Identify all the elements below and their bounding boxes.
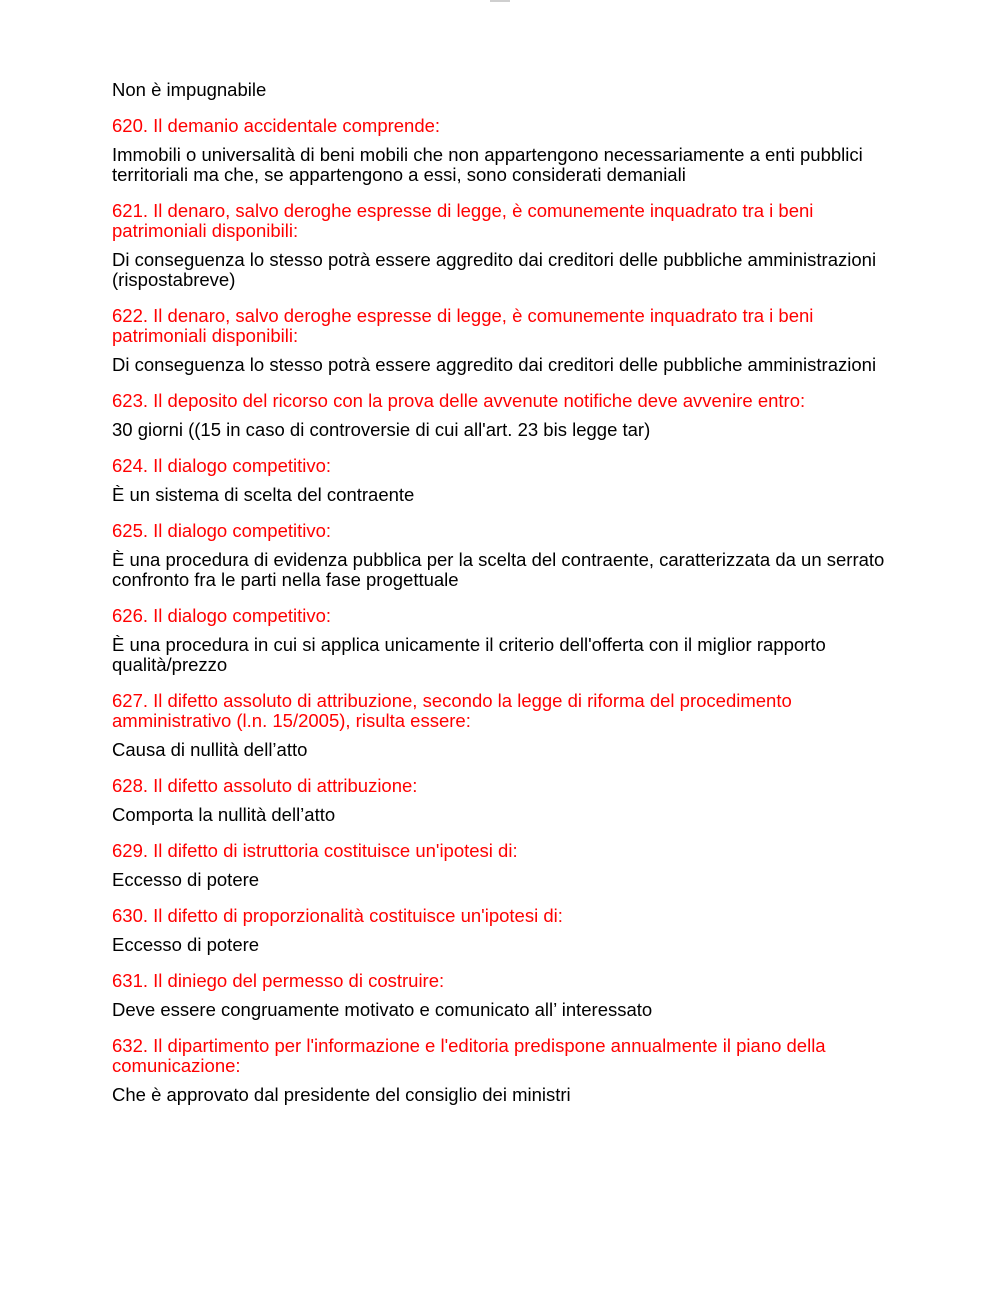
- qa-item-626: [112, 606, 887, 675]
- question-text: 628. Il difetto assoluto di attribuzione:: [112, 775, 418, 796]
- qa-item-624: [112, 456, 887, 505]
- qa-item-629: [112, 841, 887, 890]
- question-text: 630. Il difetto di proporzionalità costituisce un'ipotesi di:: [112, 905, 563, 926]
- answer-text: Eccesso di potere: [112, 934, 260, 955]
- answer-text: 30 giorni ((15 in caso di controversie di cui all'art. 23 bis legge tar): [112, 419, 651, 440]
- question-text: 629. Il difetto di istruttoria costituisce un'ipotesi di:: [112, 840, 518, 861]
- answer-text: Che è approvato dal presidente del consiglio dei ministri: [112, 1084, 571, 1105]
- qa-item-627: [112, 691, 887, 760]
- question-text: 620. Il demanio accidentale comprende:: [112, 115, 441, 136]
- answer-text: Eccesso di potere: [112, 869, 260, 890]
- lead-answer: Non è impugnabile: [112, 79, 267, 100]
- answer-text: Di conseguenza lo stesso potrà essere aggredito dai creditori delle pubbliche amministrazioni (rispostabreve): [112, 249, 877, 290]
- qa-item-623: [112, 391, 887, 440]
- answer-text: Di conseguenza lo stesso potrà essere aggredito dai creditori delle pubbliche amministrazioni: [112, 354, 877, 375]
- answer-text: Immobili o universalità di beni mobili che non appartengono necessariamente a enti pubblici territoriali ma che, se appartengono a essi, sono considerati demaniali: [112, 144, 863, 185]
- qa-item-622: [112, 306, 887, 375]
- qa-item-625: [112, 521, 887, 590]
- qa-item-632: [112, 1036, 887, 1105]
- answer-text: È un sistema di scelta del contraente: [112, 484, 415, 505]
- question-text: 622. Il denaro, salvo deroghe espresse di legge, è comunemente inquadrato tra i beni patrimoniali disponibili:: [112, 305, 814, 346]
- qa-item-631: [112, 971, 887, 1020]
- question-text: 631. Il diniego del permesso di costruire:: [112, 970, 445, 991]
- document-content: [112, 80, 887, 1121]
- header-mark: [490, 0, 510, 2]
- answer-text: Comporta la nullità dell’atto: [112, 804, 336, 825]
- question-text: 624. Il dialogo competitivo:: [112, 455, 332, 476]
- qa-item-628: [112, 776, 887, 825]
- question-text: 625. Il dialogo competitivo:: [112, 520, 332, 541]
- answer-text: Deve essere congruamente motivato e comunicato all’ interessato: [112, 999, 653, 1020]
- question-text: 621. Il denaro, salvo deroghe espresse di legge, è comunemente inquadrato tra i beni patrimoniali disponibili:: [112, 200, 814, 241]
- question-text: 632. Il dipartimento per l'informazione e l'editoria predispone annualmente il piano della comunicazione:: [112, 1035, 826, 1076]
- question-text: 627. Il difetto assoluto di attribuzione, secondo la legge di riforma del procedimento amministrativo (l.n. 15/2005), risulta essere:: [112, 690, 792, 731]
- question-text: 623. Il deposito del ricorso con la prova delle avvenute notifiche deve avvenire entro:: [112, 390, 806, 411]
- question-text: 626. Il dialogo competitivo:: [112, 605, 332, 626]
- qa-item-620: [112, 116, 887, 185]
- answer-text: È una procedura di evidenza pubblica per la scelta del contraente, caratterizzata da un serrato confronto fra le parti nella fase progettuale: [112, 549, 885, 590]
- answer-text: È una procedura in cui si applica unicamente il criterio dell'offerta con il miglior rapporto qualità/prezzo: [112, 634, 826, 675]
- qa-item-630: [112, 906, 887, 955]
- qa-item-621: [112, 201, 887, 290]
- answer-text: Causa di nullità dell’atto: [112, 739, 308, 760]
